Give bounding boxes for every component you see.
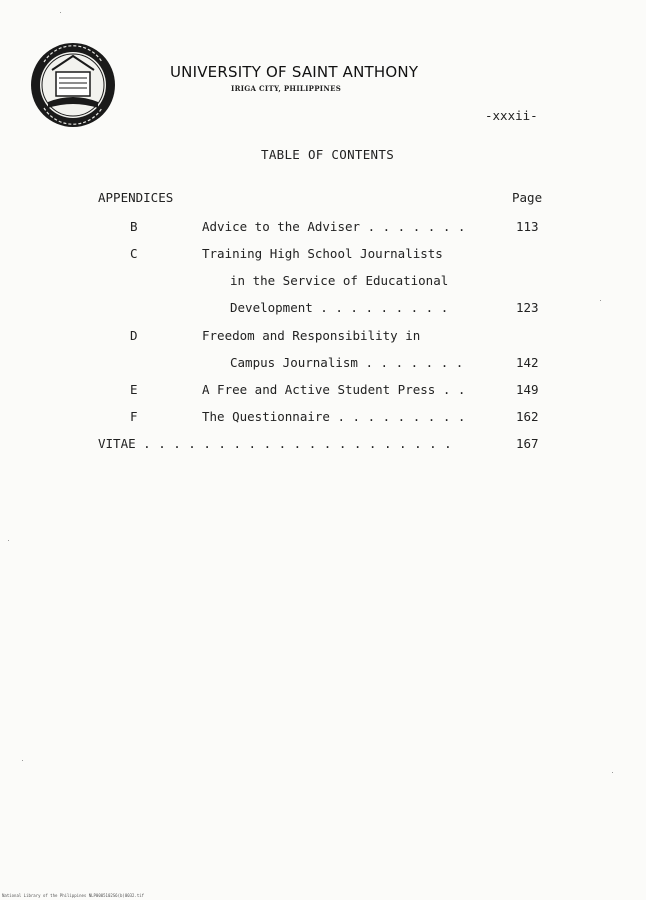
- scan-speck: [600, 300, 601, 301]
- archive-footer-note: National Library of the Philippines NLP0005102S6(b)0032.tif: [2, 893, 145, 898]
- entry-c-line-2: in the Service of Educational: [230, 273, 449, 288]
- entry-c-page: 123: [516, 300, 539, 315]
- university-name: UNIVERSITY OF SAINT ANTHONY: [170, 63, 419, 81]
- university-seal-logo: [30, 42, 116, 128]
- scan-speck: [22, 760, 23, 761]
- entry-d-line-2: Campus Journalism . . . . . . .: [230, 355, 464, 370]
- page-column-heading: Page: [512, 190, 543, 205]
- entry-c-line-3: Development . . . . . . . . .: [230, 300, 449, 315]
- entry-letter-f: F: [130, 409, 138, 424]
- entry-d-line-1: Freedom and Responsibility in: [202, 328, 421, 343]
- scan-speck: [60, 12, 61, 13]
- entry-f-line-1: The Questionnaire . . . . . . . . .: [202, 409, 466, 424]
- scan-speck: [612, 772, 613, 773]
- entry-letter-b: B: [130, 219, 138, 234]
- appendices-heading: APPENDICES: [98, 190, 174, 205]
- vitae-page: 167: [516, 436, 539, 451]
- entry-e-line-1: A Free and Active Student Press . .: [202, 382, 466, 397]
- entry-letter-e: E: [130, 382, 138, 397]
- university-location: IRIGA CITY, PHILIPPINES: [231, 84, 342, 93]
- entry-f-page: 162: [516, 409, 539, 424]
- entry-c-line-1: Training High School Journalists: [202, 246, 443, 261]
- scan-speck: [8, 540, 9, 541]
- page-number: -xxxii-: [485, 108, 538, 123]
- vitae-entry: VITAE . . . . . . . . . . . . . . . . . . . . .: [98, 436, 452, 451]
- entry-d-page: 142: [516, 355, 539, 370]
- entry-b-page: 113: [516, 219, 539, 234]
- toc-title: TABLE OF CONTENTS: [261, 147, 395, 162]
- entry-letter-d: D: [130, 328, 138, 343]
- entry-e-page: 149: [516, 382, 539, 397]
- entry-letter-c: C: [130, 246, 138, 261]
- entry-b-line-1: Advice to the Adviser . . . . . . .: [202, 219, 466, 234]
